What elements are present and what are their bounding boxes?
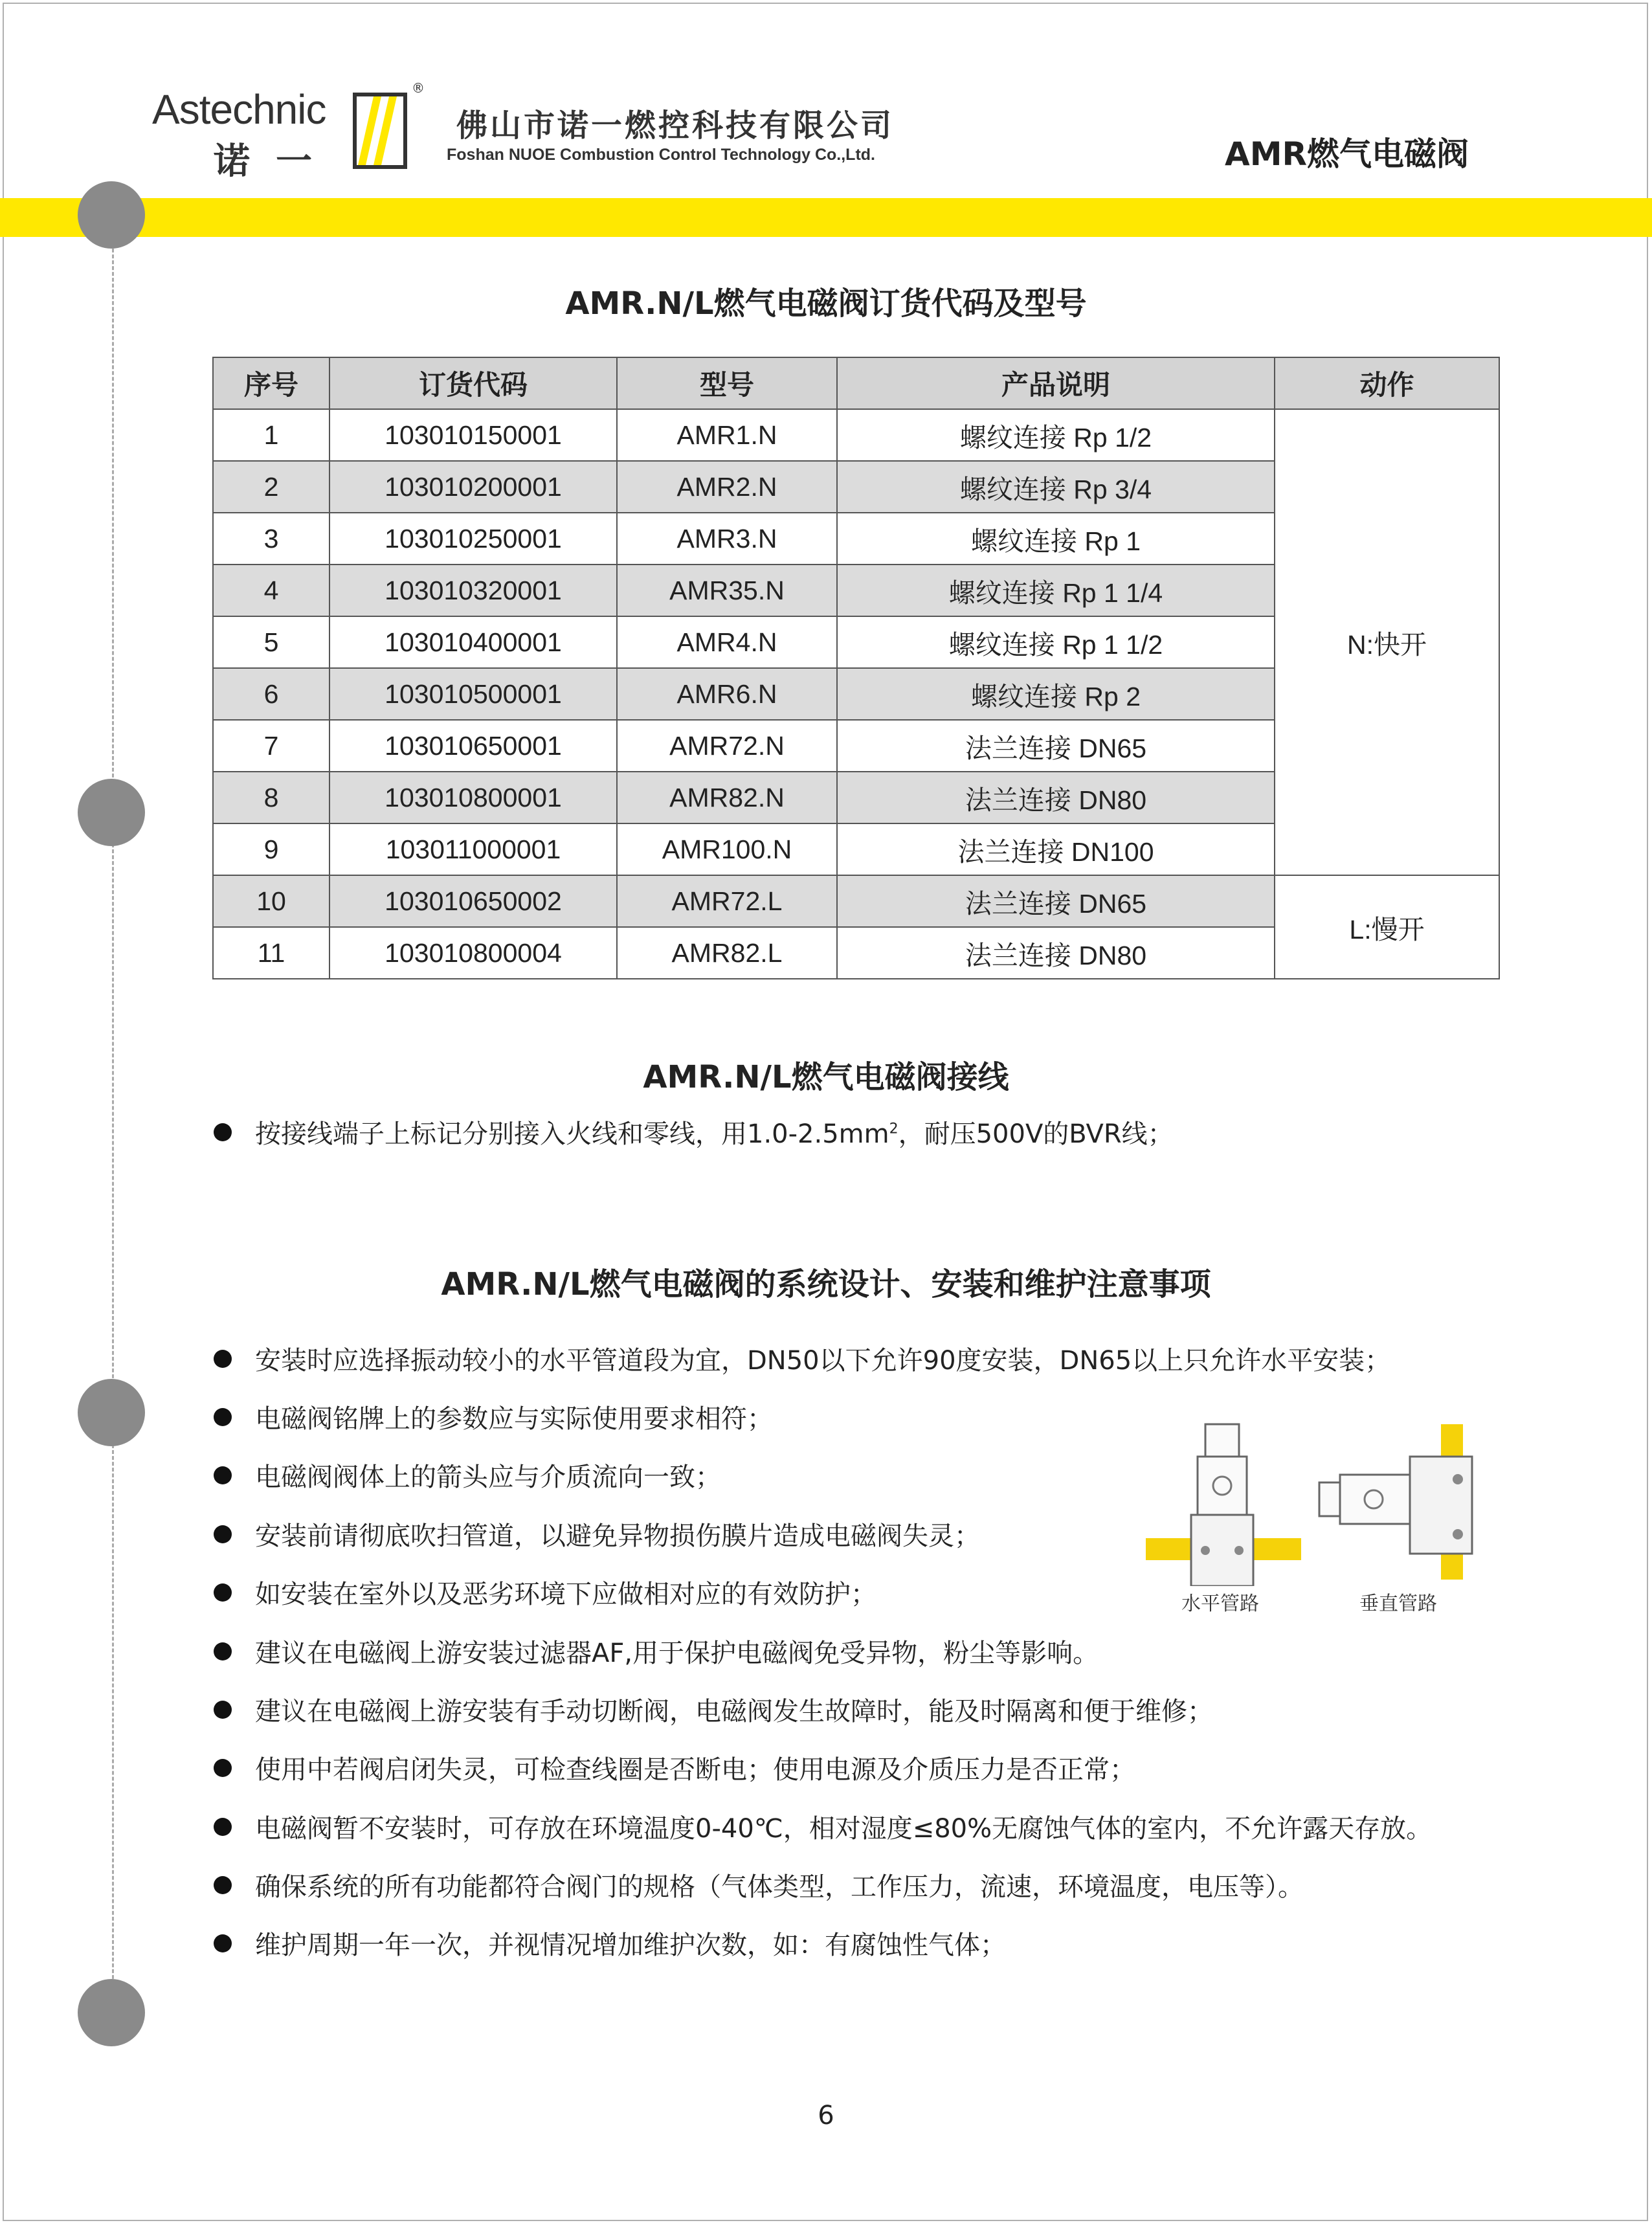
cell-desc: 法兰连接 DN65 bbox=[837, 875, 1275, 927]
bullet-dot-icon bbox=[214, 1123, 232, 1141]
brand-logo-icon bbox=[353, 93, 407, 169]
bullet-dot-icon bbox=[214, 1350, 232, 1368]
company-name-en: Foshan NUOE Combustion Control Technology Co.,Ltd. bbox=[447, 146, 875, 164]
valve-installation-icon bbox=[1146, 1418, 1482, 1586]
registered-mark: ® bbox=[412, 80, 425, 96]
bullet-dot-icon bbox=[214, 1701, 232, 1719]
cell-model: AMR3.N bbox=[617, 513, 837, 565]
note-text: 电磁阀暂不安装时，可存放在环境温度0-40℃，相对湿度≤80%无腐蚀气体的室内，不允许露天存放。 bbox=[255, 1814, 1433, 1844]
wiring-text: 按接线端子上标记分别接入火线和零线，用1.0-2.5mm bbox=[255, 1119, 889, 1149]
note-text: 建议在电磁阀上游安装过滤器AF,用于保护电磁阀免受异物，粉尘等影响。 bbox=[255, 1638, 1099, 1668]
bullet-dot-icon bbox=[214, 1818, 232, 1836]
cell-model: AMR82.N bbox=[617, 772, 837, 823]
cell-model: AMR6.N bbox=[617, 668, 837, 720]
brand-name-en: Astechnic bbox=[152, 86, 326, 133]
cell-desc: 螺纹连接 Rp 1 1/2 bbox=[837, 616, 1275, 668]
cell-desc: 螺纹连接 Rp 3/4 bbox=[837, 461, 1275, 513]
note-text: 建议在电磁阀上游安装有手动切断阀，电磁阀发生故障时，能及时隔离和便于维修； bbox=[255, 1697, 1213, 1727]
cell-code: 103010650002 bbox=[329, 875, 617, 927]
cell-code: 103010250001 bbox=[329, 513, 617, 565]
note-text: 电磁阀铭牌上的参数应与实际使用要求相符； bbox=[255, 1404, 773, 1434]
cell-no: 8 bbox=[213, 772, 329, 823]
note-text: 安装时应选择振动较小的水平管道段为宜，DN50以下允许90度安装，DN65以上只允许水平安装； bbox=[255, 1346, 1391, 1376]
order-section-title: AMR.N/L燃气电磁阀订货代码及型号 bbox=[565, 285, 1087, 322]
column-header: 动作 bbox=[1275, 357, 1499, 409]
cell-no: 5 bbox=[213, 616, 329, 668]
note-item bbox=[214, 1340, 1390, 1377]
binder-hole-icon bbox=[78, 1379, 145, 1446]
note-item bbox=[214, 1691, 1213, 1728]
note-text: 安装前请彻底吹扫管道，以避免异物损伤膜片造成电磁阀失灵； bbox=[255, 1521, 980, 1551]
notes-section-title: AMR.N/L燃气电磁阀的系统设计、安装和维护注意事项 bbox=[441, 1266, 1211, 1303]
note-text: 确保系统的所有功能都符合阀门的规格（气体类型，工作压力，流速，环境温度，电压等）。 bbox=[255, 1872, 1304, 1902]
note-item bbox=[214, 1574, 876, 1611]
brand-name-cn: 诺一 bbox=[214, 140, 338, 183]
binder-dashed-line bbox=[112, 214, 114, 2020]
cell-no: 10 bbox=[213, 875, 329, 927]
cell-no: 3 bbox=[213, 513, 329, 565]
wiring-bullet bbox=[214, 1113, 1174, 1150]
note-item bbox=[214, 1515, 980, 1552]
table-row bbox=[213, 875, 1499, 927]
note-item bbox=[214, 1457, 721, 1493]
cell-no: 1 bbox=[213, 409, 329, 461]
cell-desc: 螺纹连接 Rp 1/2 bbox=[837, 409, 1275, 461]
caption-vertical-pipe: 垂直管路 bbox=[1359, 1593, 1437, 1615]
cell-code: 103010320001 bbox=[329, 565, 617, 616]
cell-model: AMR4.N bbox=[617, 616, 837, 668]
column-header: 产品说明 bbox=[837, 357, 1275, 409]
table-header-row bbox=[213, 357, 1499, 409]
bullet-dot-icon bbox=[214, 1583, 232, 1602]
cell-code: 103010500001 bbox=[329, 668, 617, 720]
bullet-dot-icon bbox=[214, 1876, 232, 1894]
wiring-text-tail: ，耐压500V的BVR线； bbox=[898, 1119, 1174, 1149]
bullet-dot-icon bbox=[214, 1934, 232, 1952]
cell-no: 6 bbox=[213, 668, 329, 720]
column-header: 型号 bbox=[617, 357, 837, 409]
note-item bbox=[214, 1398, 773, 1435]
column-header: 订货代码 bbox=[329, 357, 617, 409]
note-item bbox=[214, 1808, 1432, 1845]
bullet-dot-icon bbox=[214, 1642, 232, 1660]
cell-desc: 法兰连接 DN100 bbox=[837, 823, 1275, 875]
note-item bbox=[214, 1866, 1304, 1903]
cell-model: AMR35.N bbox=[617, 565, 837, 616]
bullet-dot-icon bbox=[214, 1759, 232, 1777]
binder-hole-icon bbox=[78, 181, 145, 249]
cell-model: AMR100.N bbox=[617, 823, 837, 875]
cell-code: 103011000001 bbox=[329, 823, 617, 875]
note-item bbox=[214, 1925, 1006, 1962]
cell-desc: 螺纹连接 Rp 1 bbox=[837, 513, 1275, 565]
cell-code: 103010800001 bbox=[329, 772, 617, 823]
cell-code: 103010150001 bbox=[329, 409, 617, 461]
cell-desc: 法兰连接 DN65 bbox=[837, 720, 1275, 772]
binder-hole-icon bbox=[78, 779, 145, 846]
order-code-table bbox=[212, 357, 1500, 979]
cell-code: 103010200001 bbox=[329, 461, 617, 513]
header-accent-bar bbox=[0, 198, 1652, 237]
cell-code: 103010800004 bbox=[329, 927, 617, 979]
cell-model: AMR72.N bbox=[617, 720, 837, 772]
note-text: 维护周期一年一次，并视情况增加维护次数，如：有腐蚀性气体； bbox=[255, 1930, 1006, 1960]
cell-model: AMR2.N bbox=[617, 461, 837, 513]
company-name-cn: 佛山市诺一燃控科技有限公司 bbox=[456, 107, 895, 144]
bullet-dot-icon bbox=[214, 1408, 232, 1426]
cell-desc: 法兰连接 DN80 bbox=[837, 927, 1275, 979]
note-text: 如安装在室外以及恶劣环境下应做相对应的有效防护； bbox=[255, 1580, 876, 1609]
cell-desc: 法兰连接 DN80 bbox=[837, 772, 1275, 823]
page-number: 6 bbox=[818, 2101, 834, 2130]
cell-desc: 螺纹连接 Rp 2 bbox=[837, 668, 1275, 720]
cell-model: AMR72.L bbox=[617, 875, 837, 927]
cell-no: 7 bbox=[213, 720, 329, 772]
column-header: 序号 bbox=[213, 357, 329, 409]
note-text: 使用中若阀启闭失灵，可检查线圈是否断电；使用电源及介质压力是否正常； bbox=[255, 1755, 1135, 1785]
action-fast-open: N:快开 bbox=[1275, 409, 1499, 875]
wiring-section-title: AMR.N/L燃气电磁阀接线 bbox=[643, 1059, 1009, 1095]
cell-no: 9 bbox=[213, 823, 329, 875]
caption-horizontal-pipe: 水平管路 bbox=[1181, 1593, 1259, 1615]
cell-model: AMR82.L bbox=[617, 927, 837, 979]
table-row bbox=[213, 409, 1499, 461]
note-item bbox=[214, 1633, 1099, 1670]
cell-no: 4 bbox=[213, 565, 329, 616]
wiring-superscript: 2 bbox=[889, 1121, 899, 1137]
cell-no: 2 bbox=[213, 461, 329, 513]
cell-desc: 螺纹连接 Rp 1 1/4 bbox=[837, 565, 1275, 616]
binder-hole-icon bbox=[78, 1979, 145, 2046]
bullet-dot-icon bbox=[214, 1525, 232, 1543]
page-header-title: AMR燃气电磁阀 bbox=[1225, 135, 1469, 173]
cell-code: 103010650001 bbox=[329, 720, 617, 772]
cell-no: 11 bbox=[213, 927, 329, 979]
note-item bbox=[214, 1749, 1135, 1786]
installation-illustration bbox=[1146, 1418, 1482, 1618]
bullet-dot-icon bbox=[214, 1466, 232, 1484]
action-slow-open: L:慢开 bbox=[1275, 875, 1499, 979]
cell-code: 103010400001 bbox=[329, 616, 617, 668]
note-text: 电磁阀阀体上的箭头应与介质流向一致； bbox=[255, 1462, 721, 1492]
cell-model: AMR1.N bbox=[617, 409, 837, 461]
